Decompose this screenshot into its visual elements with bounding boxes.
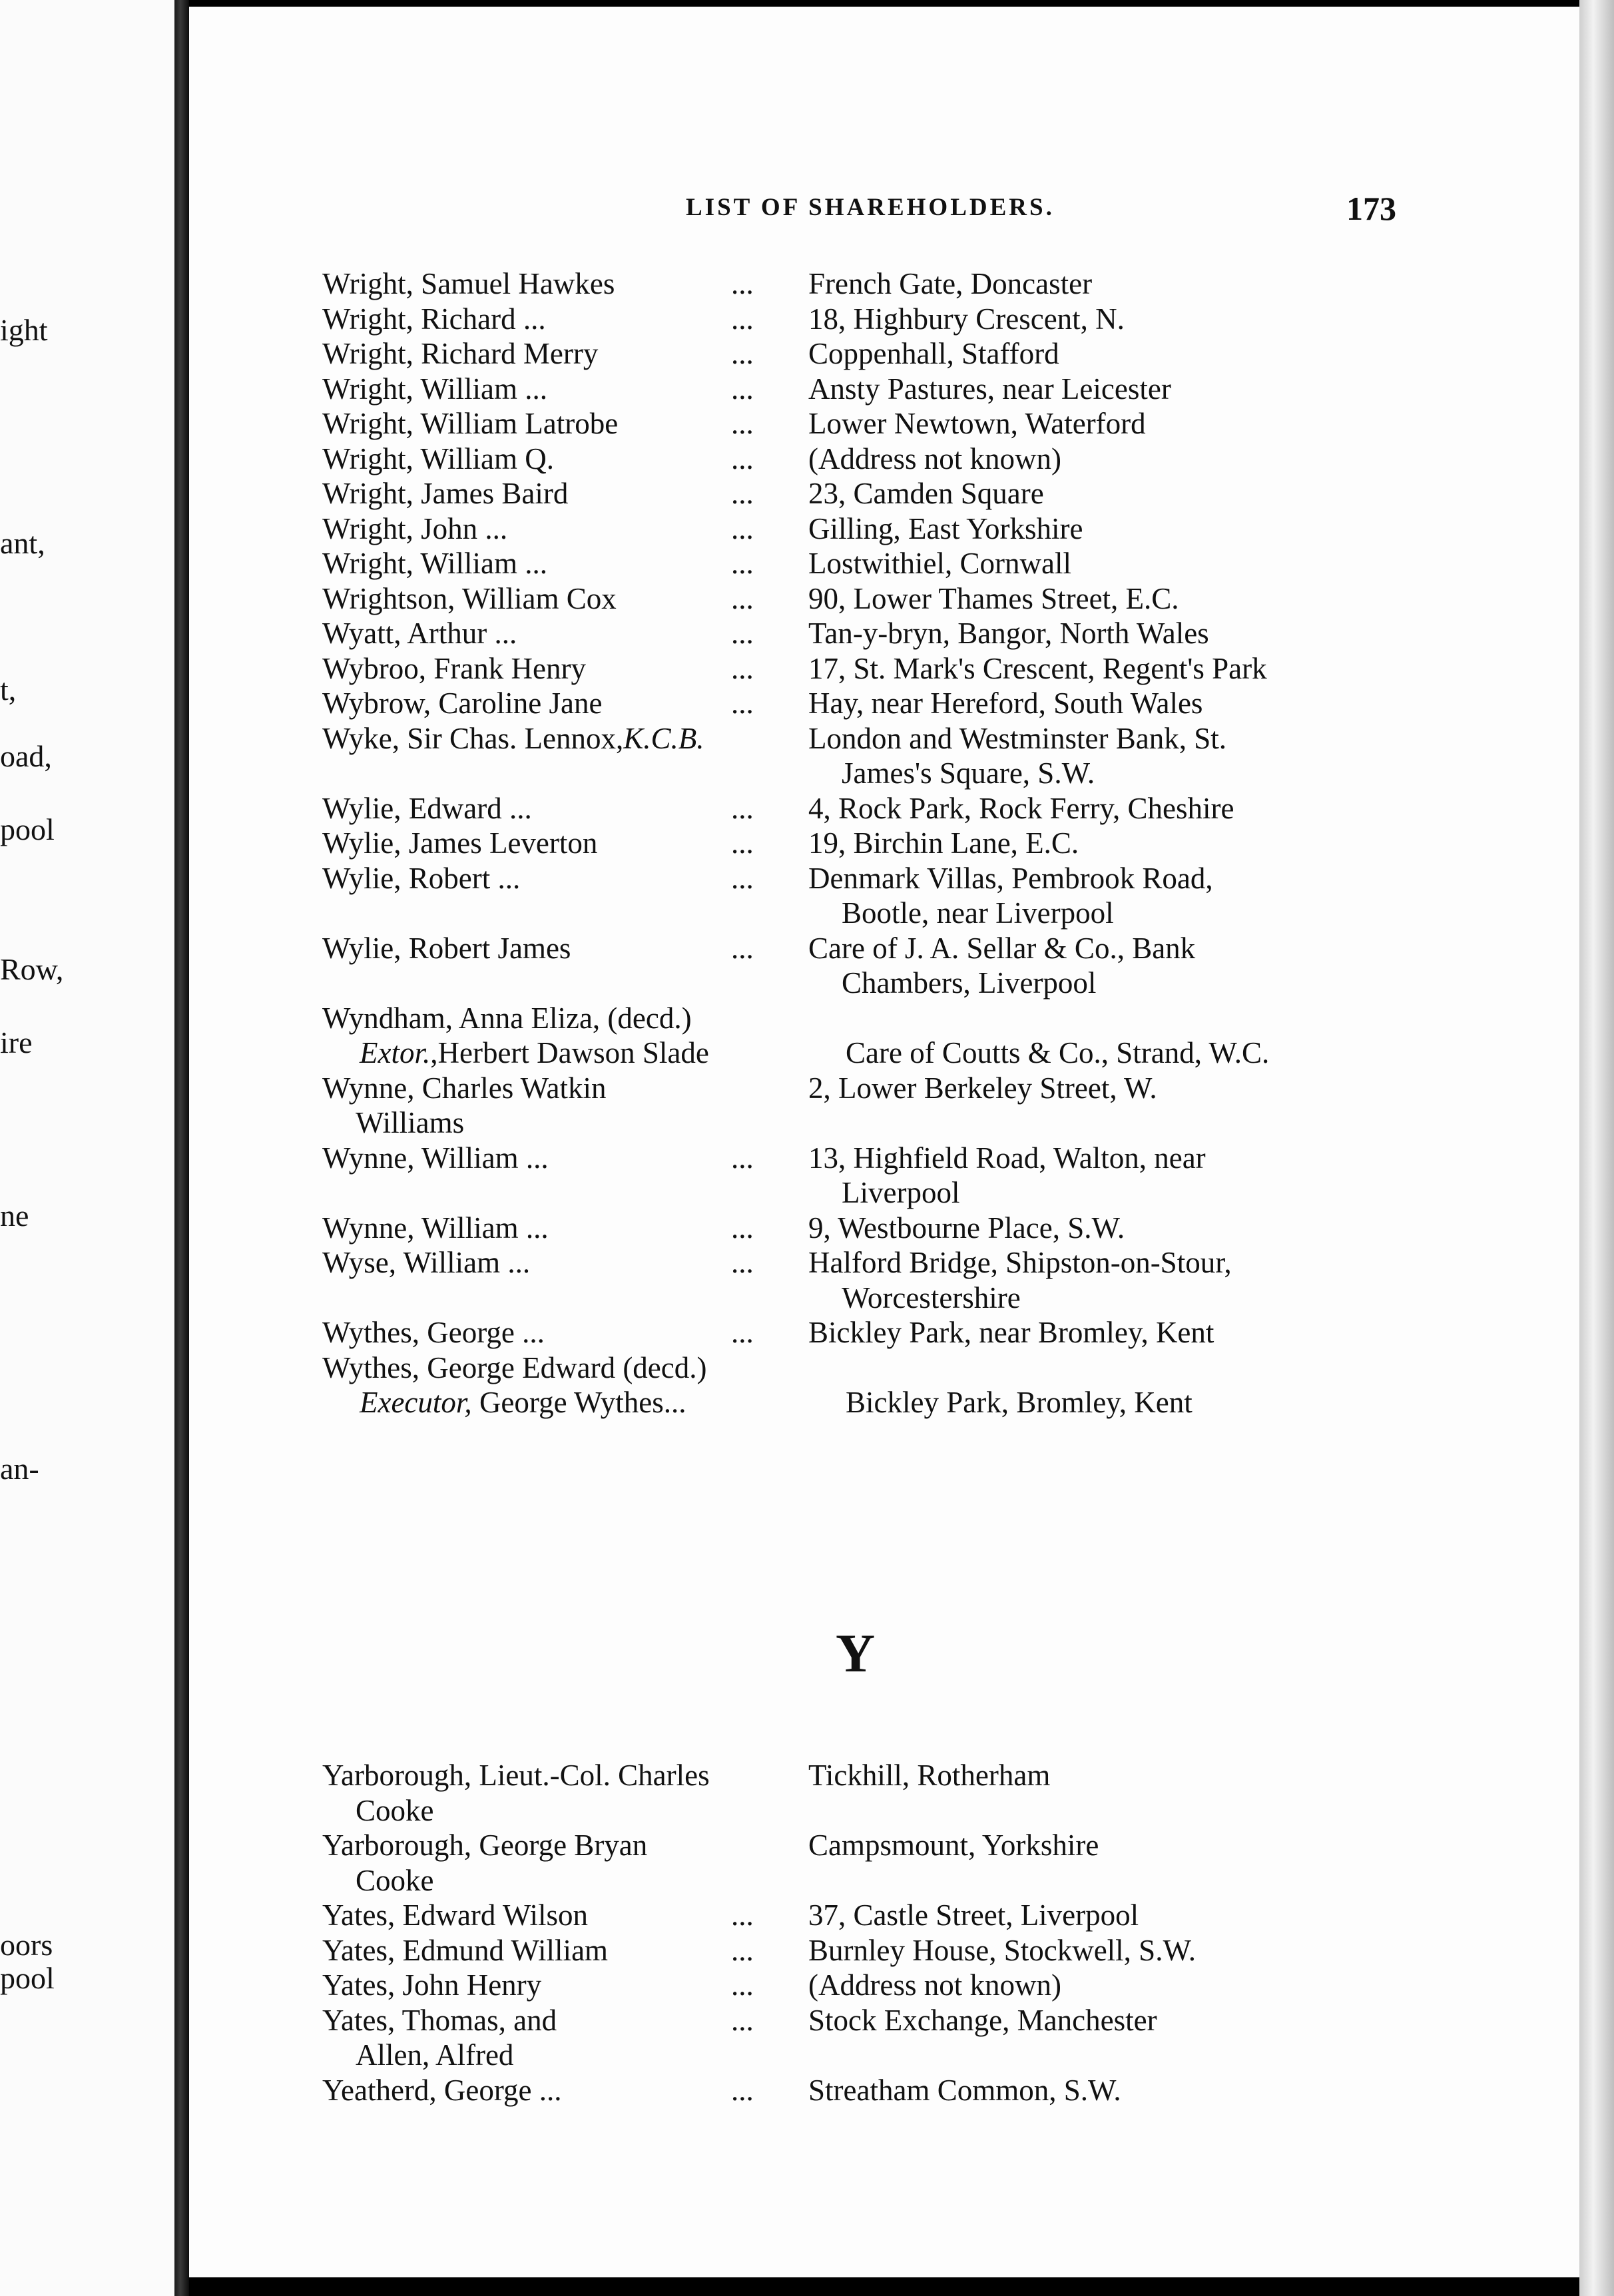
leader-dots: ... [731, 1933, 754, 1967]
shareholder-address: 23, Camden Square [808, 477, 1044, 510]
shareholder-name: Wright, Samuel Hawkes ... [322, 267, 754, 300]
shareholder-address: London and Westminster Bank, St. [808, 721, 1227, 755]
shareholder-name: Wylie, Robert James ... [322, 931, 754, 965]
shareholder-address: Ansty Pastures, near Leicester [808, 372, 1171, 406]
leader-dots: ... [731, 511, 754, 545]
shareholder-address: 13, Highfield Road, Walton, near [808, 1141, 1206, 1175]
shareholder-name: Yeatherd, George ... ... [322, 2073, 754, 2107]
shareholder-address: Worcestershire [842, 1281, 1021, 1314]
shareholder-name: Wylie, Edward ... ... [322, 791, 754, 825]
list-item [322, 1385, 1401, 1420]
list-item [322, 1071, 1401, 1106]
shareholder-name: Wright, James Baird ... [322, 477, 754, 510]
shareholder-address: Halford Bridge, Shipston-on-Stour, [808, 1246, 1232, 1279]
shareholder-address: 90, Lower Thames Street, E.C. [808, 581, 1179, 615]
facing-page [0, 0, 174, 2296]
shareholder-address: James's Square, S.W. [842, 756, 1095, 790]
list-item [322, 1211, 1401, 1246]
shareholder-address: Bickley Park, near Bromley, Kent [808, 1316, 1214, 1349]
list-item [322, 1281, 1401, 1316]
shareholder-address: Lower Newtown, Waterford [808, 407, 1146, 440]
shareholder-name: Wright, John ... ... [322, 511, 754, 545]
left-page-fragment: oad, [0, 739, 52, 773]
shareholder-address [808, 2038, 1401, 2073]
leader-dots: ... [731, 2003, 754, 2037]
leader-dots: ... [731, 791, 754, 825]
shareholder-address: Burnley House, Stockwell, S.W. [808, 1933, 1197, 1967]
role-label: Extor. [360, 1036, 431, 1069]
shareholder-name: Wythes, George ... ... [322, 1316, 754, 1349]
leader-dots: ... [731, 1141, 754, 1175]
shareholder-name: Williams [356, 1106, 465, 1139]
list-item [322, 1828, 1401, 1863]
leader-dots: ... [731, 2073, 754, 2107]
leader-dots: ... [731, 1211, 754, 1245]
list-item [322, 1933, 1401, 1968]
list-item [322, 1898, 1401, 1933]
shareholder-address: 4, Rock Park, Rock Ferry, Cheshire [808, 791, 1234, 825]
list-item [322, 1175, 1401, 1211]
shareholder-address: Campsmount, Yorkshire [808, 1829, 1099, 1862]
shareholder-address: Hay, near Hereford, South Wales [808, 687, 1203, 720]
leader-dots: ... [731, 302, 754, 336]
role-label: Executor, [360, 1386, 472, 1419]
list-item [322, 1968, 1401, 2003]
shareholder-address: Care of J. A. Sellar & Co., Bank [808, 931, 1196, 965]
shareholder-name: Wyke, Sir Chas. Lennox,K.C.B. [322, 721, 704, 755]
leader-dots: ... [731, 861, 754, 895]
leader-dots: ... [731, 1246, 754, 1279]
shareholder-name: Wright, Richard ... ... [322, 302, 754, 336]
shareholder-address: Bootle, near Liverpool [842, 896, 1114, 930]
shareholder-name: Cooke [356, 1793, 434, 1827]
list-item [322, 721, 1401, 756]
shareholder-name: Yates, Edward Wilson ... [322, 1898, 754, 1932]
list-item [322, 1105, 1401, 1141]
shareholder-name: Wyatt, Arthur ... ... [322, 617, 754, 650]
list-item [322, 861, 1401, 896]
shareholder-name [322, 1281, 808, 1316]
list-item [322, 1141, 1401, 1176]
list-item [322, 616, 1401, 651]
shareholder-address [808, 1350, 1401, 1386]
shareholder-name: Allen, Alfred [356, 2038, 514, 2072]
shareholder-address: Stock Exchange, Manchester [808, 2003, 1157, 2037]
list-item [322, 406, 1401, 441]
leader-dots: ... [731, 581, 754, 615]
list-item [322, 372, 1401, 407]
shareholder-address: Chambers, Liverpool [842, 966, 1097, 1000]
list-item [322, 581, 1401, 617]
left-page-fragment: pool [0, 1961, 55, 1995]
shareholder-name: Extor.,Herbert Dawson Slade [360, 1036, 709, 1069]
shareholder-address: 18, Highbury Crescent, N. [808, 302, 1125, 336]
left-page-fragment: ight [0, 313, 48, 347]
left-page-fragment: ant, [0, 526, 45, 560]
left-page-fragment: ire [0, 1025, 33, 1059]
list-item [322, 2038, 1401, 2073]
shareholder-address: Gilling, East Yorkshire [808, 511, 1083, 545]
leader-dots: ... [731, 267, 754, 300]
leader-dots: ... [731, 441, 754, 475]
leader-dots: ... [731, 687, 754, 720]
shareholder-name: Wylie, James Leverton ... [322, 826, 754, 860]
list-item [322, 1350, 1401, 1386]
shareholder-name: Yates, Edmund William ... [322, 1933, 754, 1967]
shareholder-address [808, 1863, 1401, 1898]
shareholder-name: Wrightson, William Cox ... [322, 581, 754, 615]
shareholder-name: Cooke [356, 1863, 434, 1897]
honour-label: K.C.B. [623, 721, 704, 755]
page-number: 173 [1346, 190, 1396, 227]
list-item [322, 1315, 1401, 1350]
shareholder-name: Wylie, Robert ... ... [322, 861, 754, 895]
shareholder-address: Bickley Park, Bromley, Kent [846, 1386, 1193, 1419]
list-item [322, 826, 1401, 861]
left-page-fragment: oors [0, 1928, 53, 1962]
list-item [322, 1863, 1401, 1898]
list-item [322, 336, 1401, 372]
list-item [322, 1001, 1401, 1036]
list-item [322, 896, 1401, 931]
list-item [322, 302, 1401, 337]
shareholder-name [322, 756, 808, 791]
leader-dots: ... [731, 826, 754, 860]
left-page-fragment: pool [0, 812, 55, 846]
shareholder-address: 37, Castle Street, Liverpool [808, 1898, 1139, 1932]
shareholder-address: French Gate, Doncaster [808, 267, 1093, 300]
page-edge [1579, 0, 1614, 2296]
shareholder-name: Wynne, William ... ... [322, 1211, 754, 1245]
shareholder-address: Care of Coutts & Co., Strand, W.C. [846, 1036, 1270, 1069]
binding-gutter [174, 0, 189, 2296]
shareholder-address [808, 1105, 1401, 1141]
shareholder-address [808, 1001, 1401, 1036]
shareholder-name: Executor, George Wythes... [360, 1386, 686, 1419]
left-page-fragment: Row, [0, 952, 64, 986]
list-item [322, 266, 1401, 302]
shareholder-address: 19, Birchin Lane, E.C. [808, 826, 1079, 860]
list-item [322, 756, 1401, 791]
shareholder-address: (Address not known) [808, 1968, 1061, 2002]
shareholder-address: 17, St. Mark's Crescent, Regent's Park [808, 651, 1267, 685]
shareholder-name: Yates, John Henry ... [322, 1968, 754, 2002]
shareholder-address: Lostwithiel, Cornwall [808, 547, 1071, 580]
leader-dots: ... [731, 931, 754, 965]
list-item [322, 441, 1401, 477]
leader-dots: ... [731, 651, 754, 685]
list-item [322, 651, 1401, 687]
shareholder-address: Tickhill, Rotherham [808, 1759, 1051, 1792]
list-item [322, 1793, 1401, 1829]
list-item [322, 476, 1401, 511]
left-page-fragment: t, [0, 673, 17, 707]
section-letter-heading: Y [836, 1623, 876, 1683]
shareholder-name: Wyse, William ... ... [322, 1246, 754, 1279]
list-item [322, 546, 1401, 581]
shareholder-address [808, 1793, 1401, 1829]
running-header: LIST OF SHAREHOLDERS. [686, 194, 1055, 221]
shareholder-name [322, 966, 808, 1001]
leader-dots: ... [731, 407, 754, 440]
list-item [322, 966, 1401, 1001]
list-item [322, 931, 1401, 966]
shareholder-name: Wright, William ... ... [322, 547, 754, 580]
shareholder-name: Wright, William Q. ... [322, 441, 754, 475]
leader-dots: ... [731, 1316, 754, 1349]
leader-dots: ... [731, 337, 754, 370]
shareholder-name: Wyndham, Anna Eliza, (decd.) [322, 1001, 692, 1035]
shareholder-address: Streatham Common, S.W. [808, 2073, 1121, 2107]
list-item [322, 791, 1401, 826]
shareholder-name: Wythes, George Edward (decd.) [322, 1350, 707, 1384]
list-item [322, 511, 1401, 547]
shareholder-address: Liverpool [842, 1176, 960, 1209]
leader-dots: ... [731, 372, 754, 406]
shareholder-name [322, 896, 808, 931]
list-item [322, 1245, 1401, 1281]
shareholder-address: 2, Lower Berkeley Street, W. [808, 1071, 1157, 1105]
shareholder-list-y [322, 1758, 1401, 2108]
shareholder-name: Wynne, Charles Watkin [322, 1071, 607, 1105]
leader-dots: ... [731, 547, 754, 580]
left-page-fragment: an- [0, 1452, 39, 1486]
shareholder-name [322, 1175, 808, 1211]
shareholder-address: 9, Westbourne Place, S.W. [808, 1211, 1125, 1245]
shareholder-name: Wybrow, Caroline Jane ... [322, 687, 754, 720]
left-page-fragment: ne [0, 1199, 29, 1233]
shareholder-name: Yarborough, George Bryan [322, 1829, 648, 1862]
shareholder-name: Yates, Thomas, and ... [322, 2003, 754, 2037]
shareholder-address: Coppenhall, Stafford [808, 337, 1059, 370]
list-item [322, 2073, 1401, 2108]
list-item [322, 686, 1401, 721]
leader-dots: ... [731, 1898, 754, 1932]
shareholder-name: Wright, William ... ... [322, 372, 754, 406]
leader-dots: ... [731, 1968, 754, 2002]
shareholder-address: (Address not known) [808, 441, 1061, 475]
shareholder-address: Tan-y-bryn, Bangor, North Wales [808, 617, 1209, 650]
shareholder-address: Denmark Villas, Pembrook Road, [808, 861, 1213, 895]
shareholder-name: Wynne, William ... ... [322, 1141, 754, 1175]
list-item [322, 1758, 1401, 1793]
shareholder-list-w [322, 266, 1401, 1420]
shareholder-name: Wybroo, Frank Henry ... [322, 651, 754, 685]
leader-dots: ... [731, 617, 754, 650]
shareholder-name: Wright, William Latrobe ... [322, 407, 754, 440]
list-item [322, 1035, 1401, 1071]
list-item [322, 2003, 1401, 2038]
shareholder-name: Yarborough, Lieut.-Col. Charles [322, 1759, 710, 1792]
leader-dots: ... [731, 477, 754, 510]
shareholder-name: Wright, Richard Merry ... [322, 337, 754, 370]
